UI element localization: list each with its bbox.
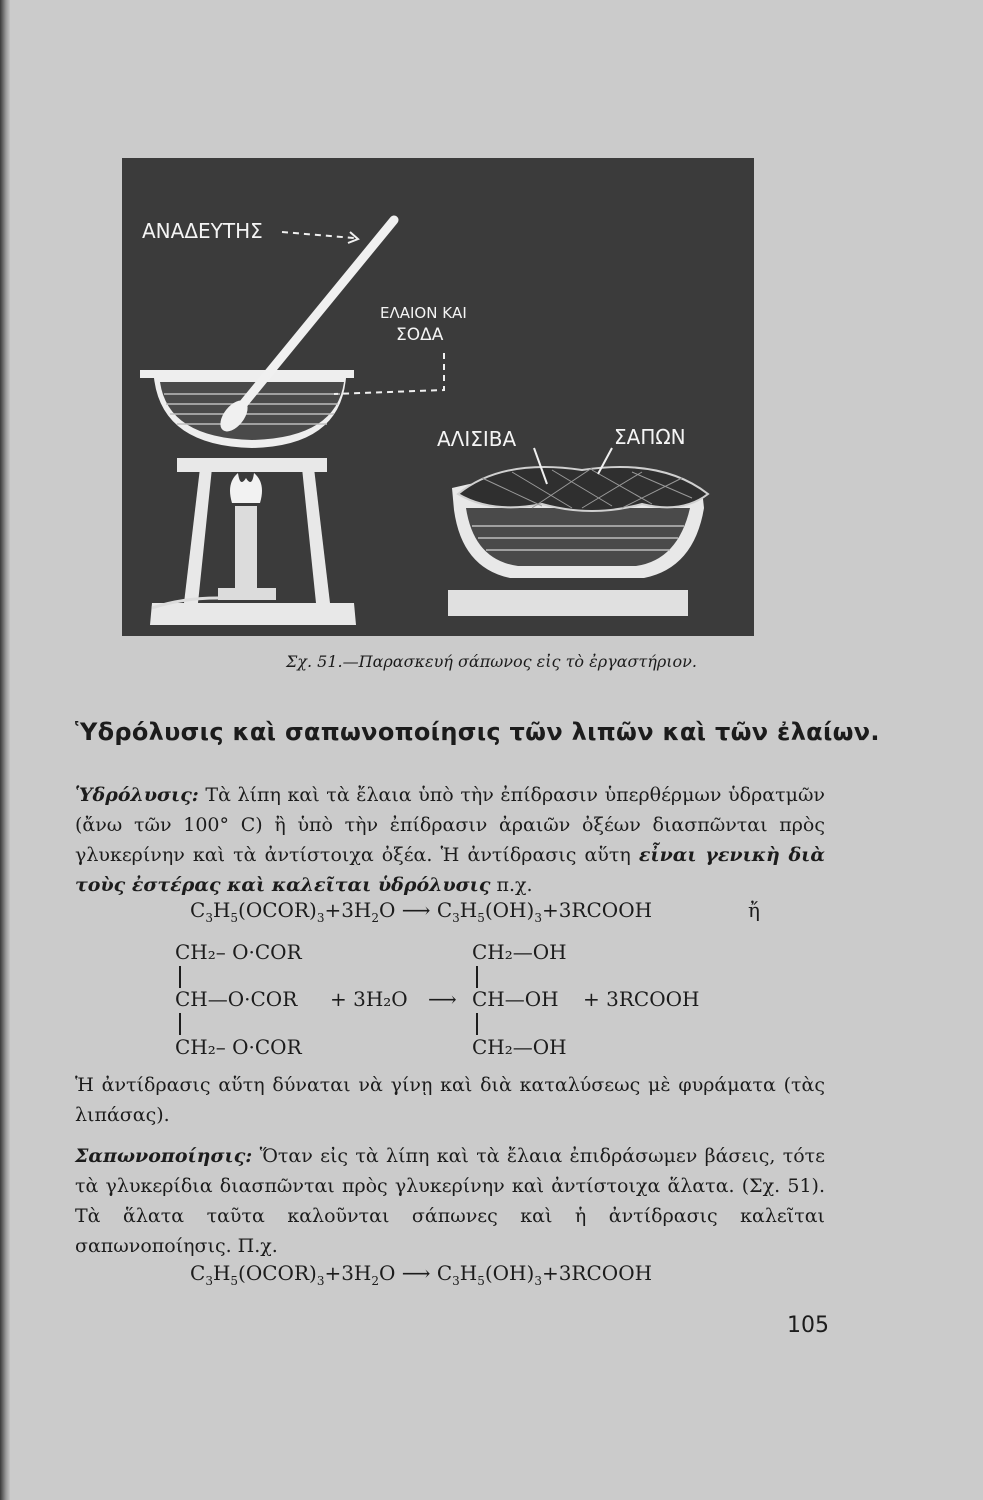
figure-caption	[0, 652, 983, 671]
struct-left-mid: CH—O·COR	[175, 987, 298, 1011]
hydrolysis-equation: $C_3H_5(OCOR)_3+3H_2O$ ⟶ $C_3H_5(OH)_3+3RCOOH$	[190, 898, 653, 925]
stand-base	[150, 603, 356, 625]
struct-reagent: + 3H₂O	[330, 987, 408, 1011]
label-oil-line1: ΕΛΑΙΟΝ ΚΑΙ	[380, 304, 467, 322]
bond-right-upper	[476, 966, 478, 988]
caption-text: —Παρασκευή σάπωνος εἰς τὸ ἐργαστήριον.	[342, 652, 697, 671]
struct-arrow: ⟶	[428, 987, 457, 1011]
bond-left-lower	[179, 1013, 181, 1035]
burner-foot	[218, 588, 276, 600]
burner-tube	[235, 506, 257, 596]
bond-right-lower	[476, 1013, 478, 1035]
hydrolysis-paragraph	[75, 780, 825, 900]
book-spine-shadow	[0, 0, 10, 1500]
tray	[448, 590, 688, 616]
hydrolysis-tail: π.χ.	[496, 874, 533, 896]
hydrolysis-text: Τὰ λίπη καὶ τὰ ἔλαια ὑπὸ τὴν ἐπίδρασιν ὑπερθέρμων ὑδρατμῶν (ἄνω τῶν 100° C) ἢ ὑπὸ τὴν ἐπίδρασιν ἀραιῶν ὀξέων διασπῶνται πρὸς γλυκερίνην καὶ τὰ ἀντίστοιχα ὀξέα. Ἡ ἀντίδρασις αὕτη	[75, 784, 825, 866]
label-lye: ΑΛΙΣΙΒΑ	[437, 427, 517, 451]
figure-soap-preparation	[122, 158, 754, 636]
struct-products: + 3RCOOH	[583, 987, 700, 1011]
enzyme-note: Ἡ ἀντίδρασις αὕτη δύναται νὰ γίνῃ καὶ διὰ καταλύσεως μὲ φυράματα (τὰς λιπάσας).	[75, 1074, 825, 1126]
struct-right-bottom: CH₂—OH	[472, 1035, 567, 1059]
bond-left-upper	[179, 966, 181, 988]
saponification-term: Σαπωνοποίησις:	[75, 1145, 253, 1167]
struct-left-top: CH₂– O·COR	[175, 940, 302, 964]
stand-ring	[177, 458, 327, 472]
label-oil-line2: ΣΟΔΑ	[396, 325, 444, 345]
saponification-text: Ὅταν εἰς τὰ λίπη καὶ τὰ ἔλαια ἐπιδράσωμεν βάσεις, τότε τὰ γλυκερίδια διασπῶνται πρὸς γλυκερίνην καὶ ἀντίστοιχα ἅλατα. (Σχ. 51). Τὰ ἅλατα ταῦτα καλοῦνται σάπωνες καὶ ἡ ἀντίδρασις καλεῖται σαπωνοποίησις. Π.χ.	[75, 1145, 825, 1257]
saponification-paragraph	[75, 1141, 825, 1261]
struct-right-mid: CH—OH	[472, 987, 559, 1011]
struct-left-bottom: CH₂– O·COR	[175, 1035, 302, 1059]
label-stirrer: ΑΝΑΔΕΥΤΗΣ	[142, 219, 263, 243]
section-heading: Ὑδρόλυσις καὶ σαπωνοποίησις τῶν λιπῶν καὶ τῶν ἐλαίων.	[75, 718, 880, 746]
struct-right-top: CH₂—OH	[472, 940, 567, 964]
saponification-equation: $C_3H_5(OCOR)_3+3H_2O$ ⟶ $C_3H_5(OH)_3+3RCOOH$	[190, 1261, 653, 1288]
hydrolysis-emphasis: εἶναι γενικὴ διὰ τοὺς ἐστέρας καὶ καλεῖται ὑδρόλυσις	[75, 844, 825, 896]
equation-or-word: ἤ	[748, 898, 760, 922]
page-number: 105	[787, 1313, 829, 1338]
caption-number: Σχ. 51.	[285, 652, 343, 671]
label-soap: ΣΑΠΩΝ	[614, 425, 686, 449]
hydrolysis-term: Ὑδρόλυσις:	[75, 784, 199, 806]
